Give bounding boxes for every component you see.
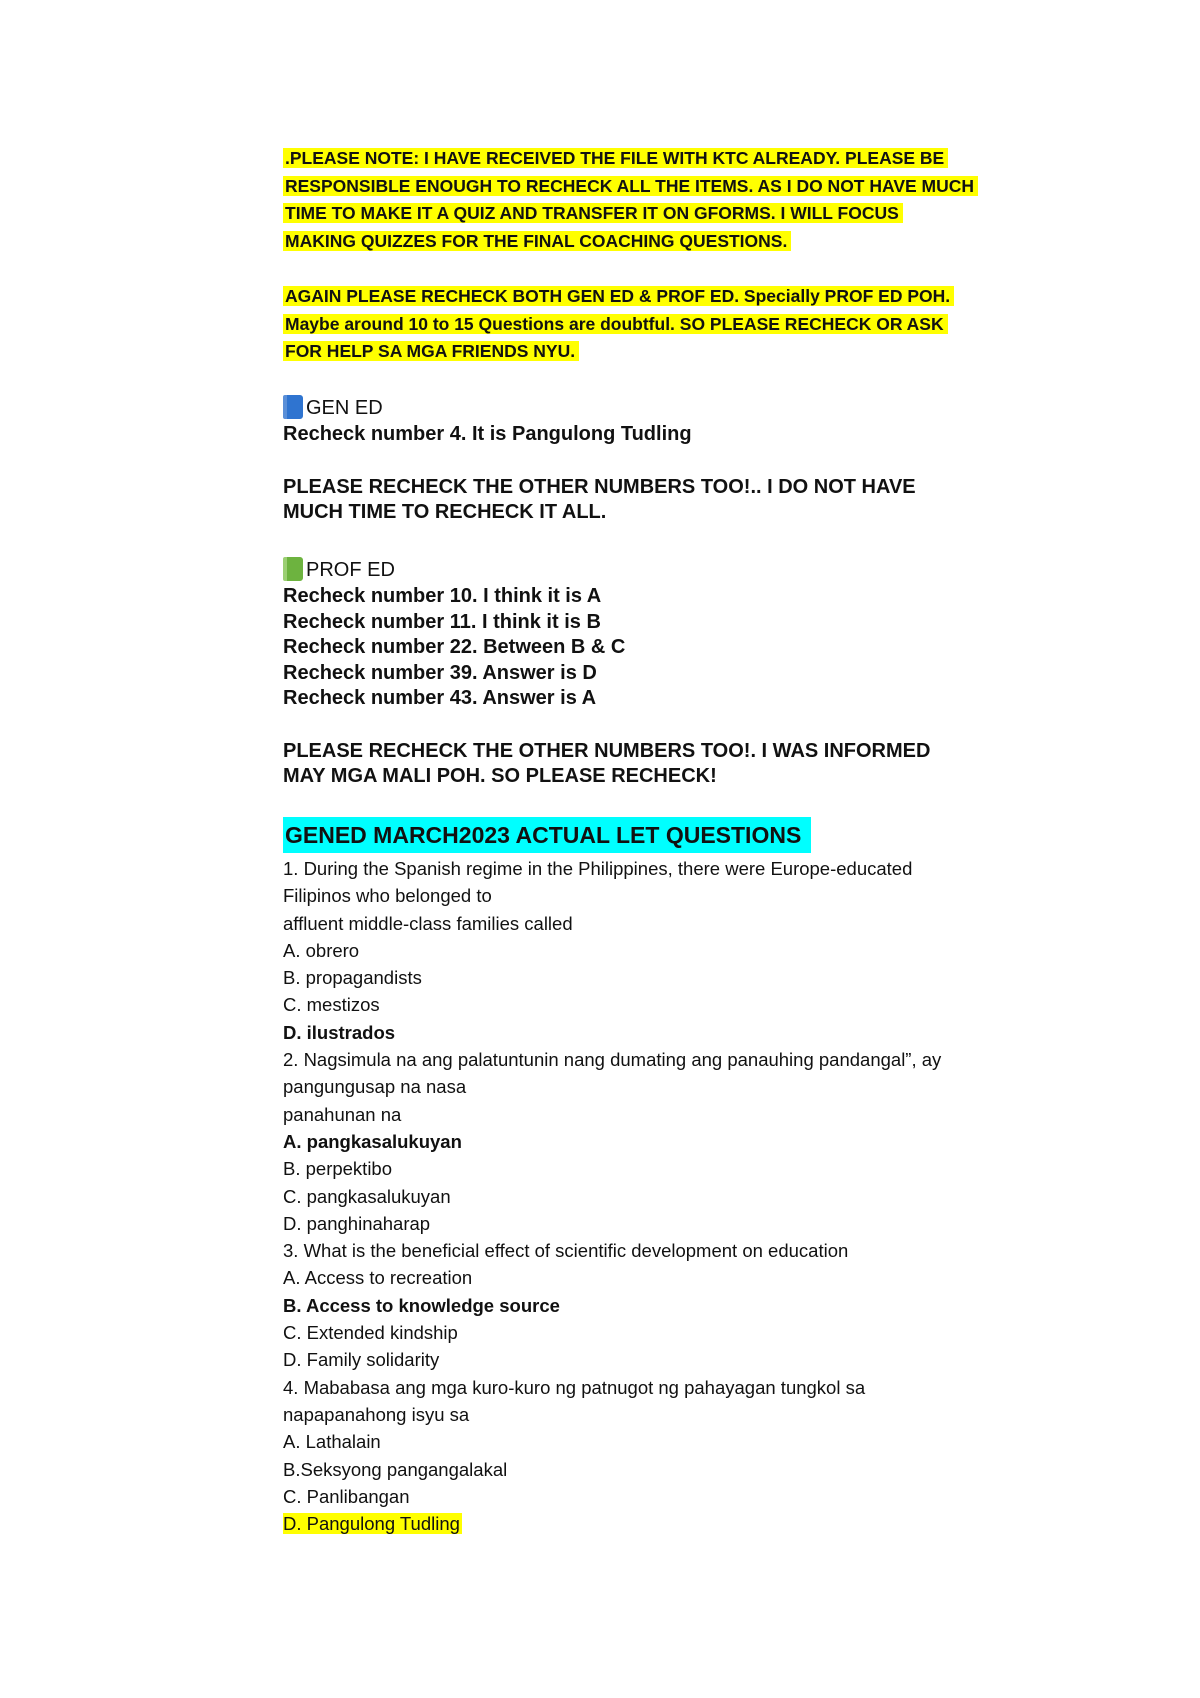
prof-ed-footer-line: PLEASE RECHECK THE OTHER NUMBERS TOO!. I WAS INFORMED [283, 739, 931, 762]
notice-line: AGAIN PLEASE RECHECK BOTH GEN ED & PROF ED. Specially PROF ED POH. [283, 286, 954, 306]
answer-option-text: C. pangkasalukuyan [283, 1185, 451, 1207]
question-stem-line: pangungusap na nasa [283, 1076, 467, 1098]
gen-ed-section [283, 395, 1043, 526]
answer-option-text: D. Family solidarity [283, 1349, 440, 1371]
gen-ed-footer-line: MUCH TIME TO RECHECK IT ALL. [283, 501, 607, 523]
answer-option-text: D. panghinaharap [283, 1212, 431, 1234]
question-stem-line: 1. During the Spanish regime in the Philippines, there were Europe-educated [283, 858, 913, 879]
prof-ed-section [283, 557, 1043, 790]
exam-title: GENED MARCH2023 ACTUAL LET QUESTIONS [283, 817, 811, 853]
answer-option-text: A. Lathalain [283, 1431, 381, 1453]
question-stem-line: Filipinos who belonged to [283, 885, 492, 907]
prof-ed-recheck: Recheck number 22. Between B & C [283, 636, 626, 658]
notice-paragraph-1 [283, 145, 1043, 255]
answer-option [283, 1128, 1043, 1155]
answer-option [283, 1456, 1043, 1483]
answer-option [283, 1510, 1043, 1537]
answer-option [283, 1292, 1043, 1319]
answer-option [283, 937, 1043, 964]
prof-ed-footer-line: MAY MGA MALI POH. SO PLEASE RECHECK! [283, 765, 717, 787]
answer-option-text: B. perpektibo [283, 1158, 393, 1180]
prof-ed-recheck: Recheck number 43. Answer is A [283, 687, 597, 709]
answer-option-text: B. Access to knowledge source [283, 1294, 560, 1316]
notice-paragraph-2 [283, 283, 1043, 366]
blue-book-icon [283, 395, 303, 419]
answer-option [283, 964, 1043, 991]
answer-option-text: C. mestizos [283, 994, 380, 1016]
prof-ed-heading-text: PROF ED [306, 559, 395, 581]
gen-ed-heading [283, 395, 1043, 422]
notice-line: MAKING QUIZZES FOR THE FINAL COACHING QUESTIONS. [283, 231, 791, 251]
notice-line: TIME TO MAKE IT A QUIZ AND TRANSFER IT ON GFORMS. I WILL FOCUS [283, 203, 903, 223]
answer-option [283, 1155, 1043, 1182]
question-stem-line: panahunan na [283, 1103, 402, 1125]
answer-option [283, 1183, 1043, 1210]
answer-option [283, 991, 1043, 1018]
question-stem-line: 2. Nagsimula na ang palatuntunin nang dumating ang panauhing pandangal”, ay [283, 1049, 942, 1071]
notice-line: Maybe around 10 to 15 Questions are doubtful. SO PLEASE RECHECK OR ASK [283, 314, 948, 334]
prof-ed-recheck: Recheck number 11. I think it is B [283, 610, 601, 633]
prof-ed-recheck: Recheck number 10. I think it is A [283, 585, 602, 607]
question-stem-line: 3. What is the beneficial effect of scientific development on education [283, 1240, 849, 1262]
answer-option-text: C. Extended kindship [283, 1322, 458, 1344]
answer-option-text: D. ilustrados [283, 1021, 396, 1043]
question-stem-line: napapanahong isyu sa [283, 1403, 470, 1425]
answer-option [283, 1346, 1043, 1373]
notice-line: RESPONSIBLE ENOUGH TO RECHECK ALL THE ITEMS. AS I DO NOT HAVE MUCH [283, 176, 978, 196]
question-stem-line: 4. Mababasa ang mga kuro-kuro ng patnugot ng pahayagan tungkol sa [283, 1376, 866, 1398]
prof-ed-heading [283, 557, 1043, 584]
question-list [283, 855, 1043, 1537]
gen-ed-recheck: Recheck number 4. It is Pangulong Tudling [283, 423, 692, 445]
answer-option [283, 1428, 1043, 1455]
gen-ed-footer-line: PLEASE RECHECK THE OTHER NUMBERS TOO!.. I DO NOT HAVE [283, 475, 916, 498]
answer-option [283, 1019, 1043, 1046]
prof-ed-recheck: Recheck number 39. Answer is D [283, 661, 597, 684]
answer-option [283, 1319, 1043, 1346]
notice-line: FOR HELP SA MGA FRIENDS NYU. [283, 341, 579, 361]
gen-ed-heading-text: GEN ED [306, 397, 383, 419]
answer-option-text: D. Pangulong Tudling [283, 1513, 460, 1535]
answer-option-text: A. Access to recreation [283, 1267, 473, 1289]
question-stem-line: affluent middle-class families called [283, 912, 573, 934]
answer-option [283, 1483, 1043, 1510]
notice-line: .PLEASE NOTE: I HAVE RECEIVED THE FILE WITH KTC ALREADY. PLEASE BE [283, 148, 948, 168]
green-book-icon [283, 557, 303, 581]
answer-option-text: B.Seksyong pangangalakal [283, 1458, 508, 1480]
answer-option-text: A. pangkasalukuyan [283, 1130, 462, 1152]
answer-option [283, 1210, 1043, 1237]
answer-option-text: B. propagandists [283, 967, 422, 989]
answer-option [283, 1264, 1043, 1291]
answer-option-text: A. obrero [283, 939, 360, 961]
answer-option-text: C. Panlibangan [283, 1485, 410, 1507]
